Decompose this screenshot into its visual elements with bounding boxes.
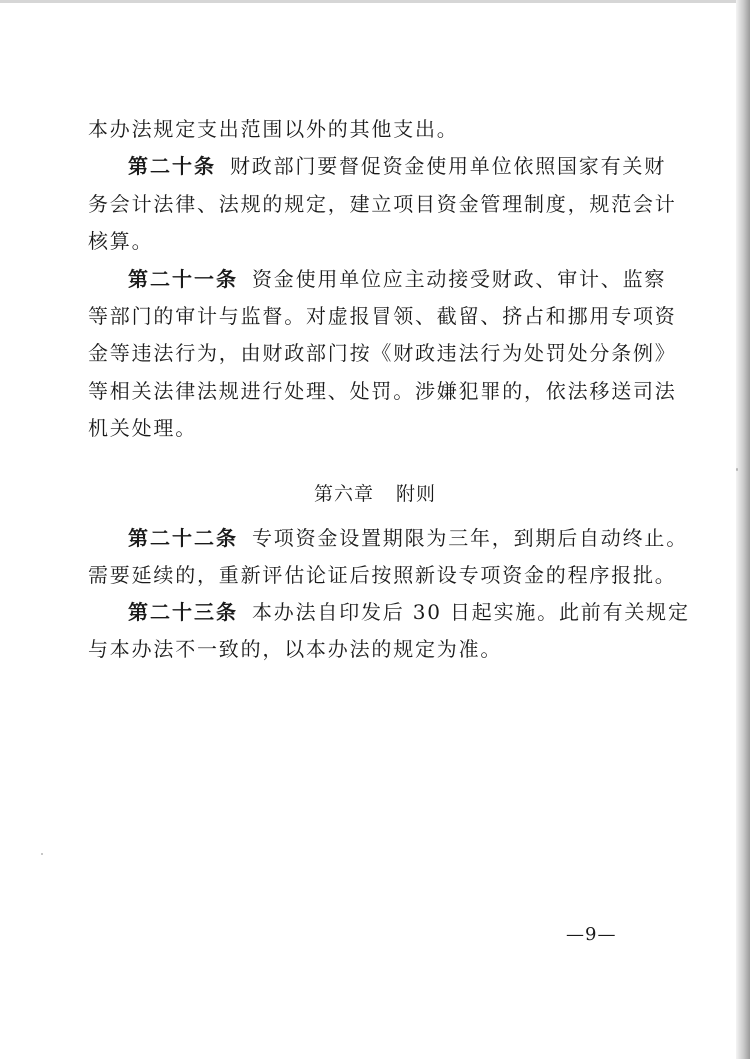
paragraph-line — [88, 114, 628, 144]
chapter-number: 第六章 — [313, 483, 374, 505]
scan-top-edge — [0, 0, 750, 3]
chapter-title: 附则 — [396, 483, 437, 505]
article-heading: 第二十条 — [128, 154, 216, 178]
article-heading: 第二十一条 — [128, 267, 238, 291]
line-text: 本办法自印发后 30 日起实施。此前有关规定 — [252, 600, 690, 624]
article-22-first-line — [128, 523, 688, 553]
line-text: 等部门的审计与监督。对虚报冒领、截留、挤占和挪用专项资 — [88, 304, 677, 328]
line-text: 务会计法律、法规的规定，建立项目资金管理制度，规范会计 — [88, 192, 677, 216]
line-text: 核算。 — [88, 229, 154, 253]
line-text: 等相关法律法规进行处理、处罚。涉嫌犯罪的，依法移送司法 — [88, 379, 677, 403]
scan-right-edge-shadow — [736, 0, 750, 1059]
line-text: 本办法规定支出范围以外的其他支出。 — [88, 117, 459, 141]
scan-speck — [41, 853, 43, 855]
line-text: 财政部门要督促资金使用单位依照国家有关财 — [230, 154, 666, 178]
line-text: 机关处理。 — [88, 416, 197, 440]
line-text: 需要延续的，重新评估论证后按照新设专项资金的程序报批。 — [88, 563, 677, 587]
line-text: 与本办法不一致的，以本办法的规定为准。 — [88, 637, 503, 661]
paragraph-line — [88, 560, 677, 590]
line-text: 专项资金设置期限为三年，到期后自动终止。 — [252, 526, 688, 550]
paragraph-line — [88, 226, 628, 256]
paragraph-line — [88, 189, 677, 219]
article-heading: 第二十三条 — [128, 600, 238, 624]
article-20-first-line — [128, 151, 666, 181]
scan-speck — [736, 468, 738, 471]
article-21-first-line — [128, 264, 667, 294]
paragraph-line — [88, 338, 677, 368]
chapter-heading — [0, 479, 750, 509]
paragraph-line — [88, 376, 677, 406]
paragraph-line — [88, 301, 677, 331]
article-23-first-line — [128, 597, 690, 627]
paragraph-line — [88, 634, 628, 664]
paragraph-line — [88, 413, 628, 443]
page-number: —9— — [566, 924, 617, 945]
article-heading: 第二十二条 — [128, 526, 238, 550]
line-text: 金等违法行为，由财政部门按《财政违法行为处罚处分条例》 — [88, 341, 677, 365]
line-text: 资金使用单位应主动接受财政、审计、监察 — [252, 267, 667, 291]
